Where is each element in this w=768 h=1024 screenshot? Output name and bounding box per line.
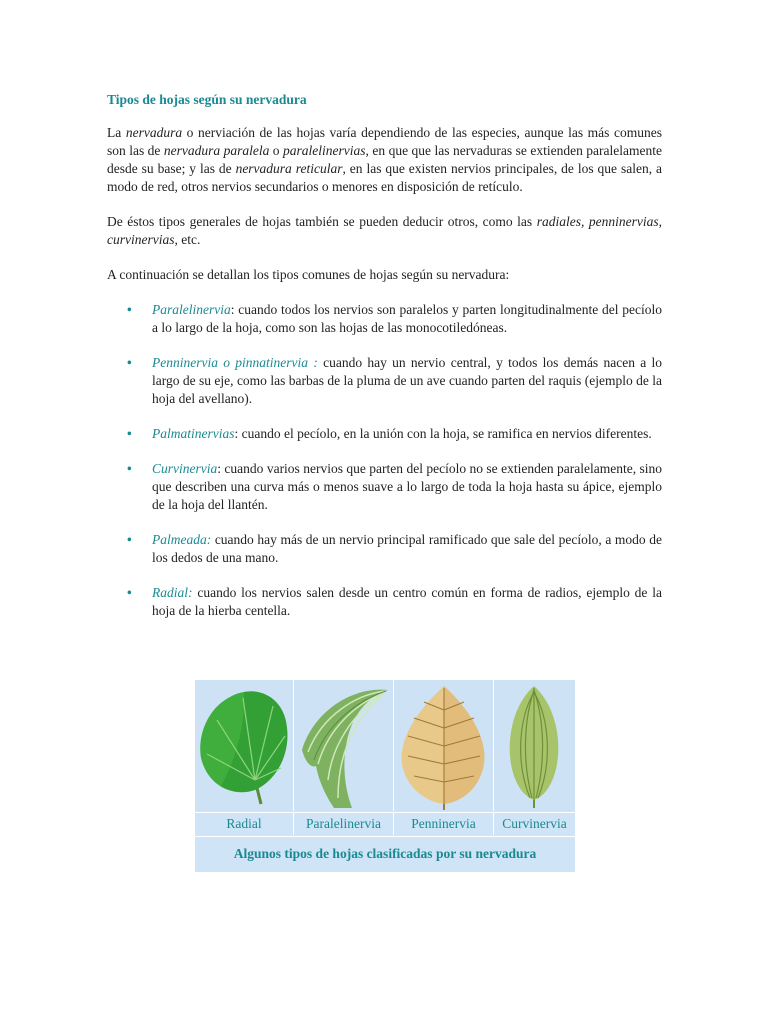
bullet-icon: •: [127, 461, 132, 476]
intro-paragraph: [107, 124, 662, 196]
list-intro-paragraph: A continuación se detallan los tipos comunes de hojas según su nervadura:: [107, 267, 510, 282]
penninervia-leaf-icon: [394, 680, 493, 811]
label-radial: Radial: [195, 812, 294, 835]
type-description: : cuando varios nervios que parten del pecíolo no se extienden paralelamente, sino que describen una curva más o menos suave a lo largo de toda la hoja hasta su ápice, ejemplo de la hoja del llantén.: [152, 461, 662, 512]
list-item: [104, 584, 662, 620]
type-term: Palmeada:: [152, 532, 212, 547]
list-item: [104, 460, 662, 514]
penninervia-leaf-image: [394, 680, 494, 811]
text-span: , en que que las nervaduras se extienden paralelamente desde su base; y las de: [107, 143, 662, 176]
figure-caption: Algunos tipos de hojas clasificadas por su nervadura: [195, 836, 575, 871]
text-span: , en las que existen nervios principales, de los que salen, a modo de red, otros nervios secundarios o menores en disposición de retículo.: [107, 161, 663, 194]
radial-leaf-image: [195, 680, 294, 811]
text-span: La: [107, 125, 126, 140]
paralelinervia-leaf-icon: [294, 680, 393, 811]
type-description: : cuando todos los nervios son paralelos y parten longitudinalmente del pecíolo a lo largo de la hoja, como son las hojas de las monocotiledóneas.: [152, 302, 662, 335]
text-span: o: [269, 143, 284, 158]
derived-types-paragraph: [107, 213, 662, 249]
text-span: o nerviación de las hojas varía dependiendo de las especies, aunque las más comunes son las de: [107, 125, 662, 158]
italic-term: nervadura: [125, 125, 183, 140]
type-description: cuando hay más de un nervio principal ramificado que sale del pecíolo, a modo de los dedos de una mano.: [152, 532, 662, 565]
list-item: [104, 425, 662, 443]
bullet-icon: •: [127, 302, 132, 317]
bullet-icon: •: [127, 532, 132, 547]
italic-term: nervadura reticular: [235, 161, 343, 176]
list-item: [104, 354, 662, 408]
type-term: Radial:: [152, 585, 193, 600]
type-description: cuando los nervios salen desde un centro común en forma de radios, ejemplo de la hoja de la hierba centella.: [152, 585, 662, 618]
document-body: [107, 92, 662, 637]
leaf-types-figure: [195, 680, 575, 872]
leaf-types-list: [107, 301, 662, 620]
leaf-images-row: [195, 680, 575, 811]
italic-term: nervadura paralela: [163, 143, 270, 158]
type-term: Penninervia o pinnatinervia :: [152, 355, 318, 370]
curvinervia-leaf-image: [494, 680, 575, 811]
type-description: cuando hay un nervio central, y todos los demás nacen a lo largo de su eje, como las barbas de la pluma de un ave cuando parten del raquis (ejemplo de la hoja del avellano).: [152, 355, 663, 406]
italic-term: radiales, penninervias, curvinervias: [107, 214, 662, 247]
type-term: Curvinervia: [152, 461, 218, 476]
bullet-icon: •: [127, 585, 132, 600]
bullet-icon: •: [127, 355, 132, 370]
bullet-icon: •: [127, 426, 132, 441]
paralelinervia-leaf-image: [294, 680, 394, 811]
list-item: [104, 301, 662, 337]
text-span: De éstos tipos generales de hojas también se pueden deducir otros, como las: [107, 214, 537, 229]
label-curvinervia: Curvinervia: [494, 812, 575, 835]
leaf-labels-row: [195, 812, 575, 834]
text-span: , etc.: [174, 232, 201, 247]
italic-term: paralelinervias: [283, 143, 366, 158]
section-title: Tipos de hojas según su nervadura: [107, 92, 307, 107]
type-term: Paralelinervia: [152, 302, 231, 317]
list-item: [104, 531, 662, 567]
curvinervia-leaf-icon: [494, 680, 575, 811]
radial-leaf-icon: [195, 680, 293, 811]
label-paralelinervia: Paralelinervia: [294, 812, 394, 835]
label-penninervia: Penninervia: [394, 812, 494, 835]
type-description: : cuando el pecíolo, en la unión con la hoja, se ramifica en nervios diferentes.: [234, 426, 652, 441]
type-term: Palmatinervias: [152, 426, 235, 441]
